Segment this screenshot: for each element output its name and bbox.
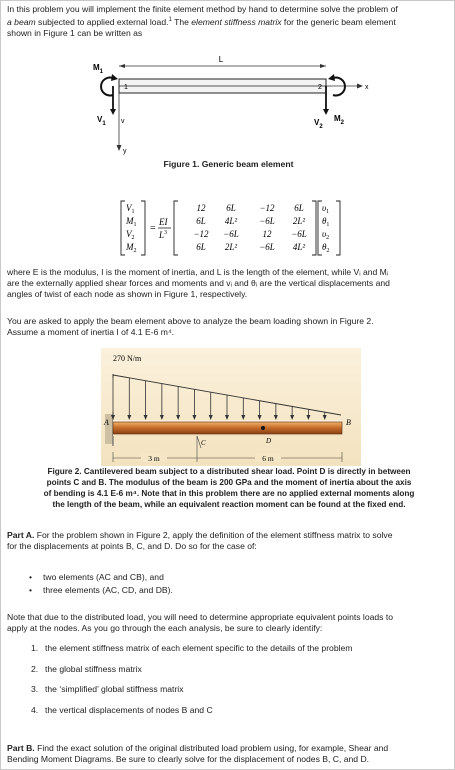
intro-line-1: In this problem you will implement the finite element method by hand to determine solve the problem of bbox=[7, 4, 398, 14]
intro-line-2e: for the generic beam element bbox=[281, 16, 396, 27]
matrix-entry: 2L² bbox=[292, 216, 306, 226]
figure-2-cantilever-beam bbox=[101, 348, 361, 466]
fig1-label-V1: $V_1$ bbox=[97, 115, 106, 127]
cap2-line-2: points C and B. The modulus of the beam is 200 GPa and the moment of inertia about the axis bbox=[46, 478, 412, 487]
fig2-label-B: B bbox=[346, 418, 351, 427]
intro-line-2c: The bbox=[171, 16, 192, 27]
fig2-background bbox=[101, 348, 361, 466]
lhs-entry: $V_2$ bbox=[126, 229, 135, 241]
asked-line-2: Assume a moment of inertia I of 4.1 E-6 m⁴. bbox=[7, 327, 175, 337]
part-a-line-1: For the problem shown in Figure 2, apply the definition of the element stiffness matrix to solve bbox=[34, 530, 393, 540]
fig2-beam bbox=[113, 422, 342, 434]
fig1-label-y: y bbox=[123, 148, 127, 155]
cap2-line-4: the length of the beam, while an equivalent reaction moment can be found at the fixed end. bbox=[52, 500, 406, 509]
fig2-label-A: A bbox=[104, 418, 109, 427]
part-a-paragraph bbox=[7, 530, 449, 552]
fig2-dim-6m: 6 m bbox=[262, 454, 274, 463]
intro-paragraph bbox=[7, 4, 449, 39]
where-line-1: where E is the modulus, I is the moment of inertia, and L is the length of the element, while Vᵢ and Mᵢ bbox=[7, 267, 389, 277]
fig1-node-2: 2 bbox=[318, 84, 322, 91]
where-line-3: angles of twist of each node as shown in Figure 1, respectively. bbox=[7, 289, 248, 299]
coef-denominator: $L^3$ bbox=[159, 230, 168, 240]
matrix-entry: −6L bbox=[291, 229, 307, 239]
part-a-line-2: for the displacements at points B, C, and D. Do so for the case of: bbox=[7, 541, 257, 551]
fig1-node-1: 1 bbox=[124, 84, 128, 91]
footnote-mark: 1 bbox=[168, 17, 172, 23]
note-line-1: Note that due to the distributed load, you will need to determine appropriate equivalent points loads to bbox=[7, 612, 394, 622]
fig2-point-D bbox=[261, 426, 265, 430]
fig2-dim-3m: 3 m bbox=[148, 454, 160, 463]
fig1-label-v: v bbox=[121, 118, 125, 125]
matrix-entry: −6L bbox=[259, 242, 275, 252]
matrix-entry: 6L bbox=[196, 242, 206, 252]
part-a-label: Part A. bbox=[7, 530, 35, 540]
where-paragraph bbox=[7, 267, 449, 300]
matrix-entry: 4L² bbox=[224, 216, 238, 226]
matrix-entry: 12 bbox=[262, 229, 272, 239]
case-three-elements: • three elements (AC, CD, and DB). bbox=[29, 584, 173, 597]
matrix-entry: 2L² bbox=[224, 242, 238, 252]
matrix-entry: −6L bbox=[259, 216, 275, 226]
lhs-entry: $M_1$ bbox=[126, 216, 137, 228]
rhs-entry: $\upsilon_2$ bbox=[322, 229, 330, 241]
matrix-entry: −6L bbox=[223, 229, 239, 239]
asked-line-1: You are asked to apply the beam element above to analyze the beam loading shown in Figure 2. bbox=[7, 316, 374, 326]
stiffness-matrix-equation bbox=[119, 199, 344, 259]
note-paragraph bbox=[7, 612, 449, 634]
lhs-entry: $M_2$ bbox=[126, 242, 137, 254]
fig1-label-L: L bbox=[218, 55, 224, 64]
matrix-entry: 6L bbox=[196, 216, 206, 226]
identify-item-3: 3. the ‘simplified’ global stiffness matrix bbox=[31, 684, 184, 694]
cap2-line-3: of bending is 4.1 E-6 m⁴. Note that in this problem there are no applied external moments along bbox=[43, 489, 415, 498]
where-line-2: are the externally applied shear forces and moments and vᵢ and θᵢ are the vertical displacements and bbox=[7, 278, 390, 288]
part-b-line-1: Find the exact solution of the original distributed load problem using, for example, Shear and bbox=[34, 743, 389, 753]
matrix-entry: 12 bbox=[196, 203, 206, 213]
matrix-entry: −12 bbox=[193, 229, 209, 239]
identify-item-1: 1. the element stiffness matrix of each element specific to the details of the problem bbox=[31, 643, 353, 653]
figure-1-beam-element bbox=[81, 49, 381, 164]
fig1-label-x: x bbox=[365, 84, 369, 91]
matrix-entry: 4L² bbox=[292, 242, 306, 252]
asked-paragraph bbox=[7, 316, 449, 338]
matrix-entry: −12 bbox=[259, 203, 275, 213]
identify-item-2: 2. the global stiffness matrix bbox=[31, 663, 142, 674]
intro-line-2: subjected to applied external load. bbox=[35, 16, 169, 27]
lhs-entry: $V_1$ bbox=[126, 203, 135, 215]
rhs-entry: $\upsilon_1$ bbox=[322, 203, 330, 215]
note-line-2: apply at the nodes. As you go through the each analysis, be sure to clearly identify: bbox=[7, 623, 323, 633]
coef-numerator: EI bbox=[159, 217, 168, 227]
cap2-line-1: Figure 2. Cantilevered beam subject to a distributed shear load. Point D is directly in between bbox=[47, 467, 411, 476]
identify-list bbox=[31, 643, 352, 725]
equals-sign: = bbox=[150, 223, 156, 234]
intro-line-3: shown in Figure 1 can be written as bbox=[7, 27, 143, 38]
figure-1-caption: Figure 1. Generic beam element bbox=[163, 159, 294, 169]
intro-stiffness-matrix-term: element stiffness matrix bbox=[191, 16, 282, 27]
matrix-entry: 6L bbox=[294, 203, 304, 213]
identify-item-4: 4. the vertical displacements of nodes B and C bbox=[31, 704, 213, 715]
part-b-line-2: Bending Moment Diagrams. Be sure to clearly solve for the displacement of nodes B, C, and D. bbox=[7, 754, 370, 764]
fig2-label-C: C bbox=[201, 439, 206, 447]
figure-2-caption bbox=[15, 466, 443, 510]
case-two-elements: • two elements (AC and CB), and bbox=[29, 571, 173, 584]
rhs-entry: $\theta_2$ bbox=[322, 242, 330, 254]
rhs-entry: $\theta_1$ bbox=[322, 216, 330, 228]
part-b-label: Part B. bbox=[7, 743, 35, 753]
intro-a-beam: a beam bbox=[7, 16, 36, 27]
fig2-label-load: 270 N/m bbox=[113, 354, 142, 363]
fig1-label-M2: $M_2$ bbox=[334, 114, 345, 126]
fig2-label-D: D bbox=[266, 437, 272, 445]
matrix-entry: 6L bbox=[226, 203, 236, 213]
fig1-label-V2: $V_2$ bbox=[314, 118, 323, 130]
part-b-paragraph bbox=[7, 743, 449, 765]
part-a-cases-list bbox=[29, 571, 173, 597]
fig1-label-M1: $M_1$ bbox=[93, 63, 104, 75]
